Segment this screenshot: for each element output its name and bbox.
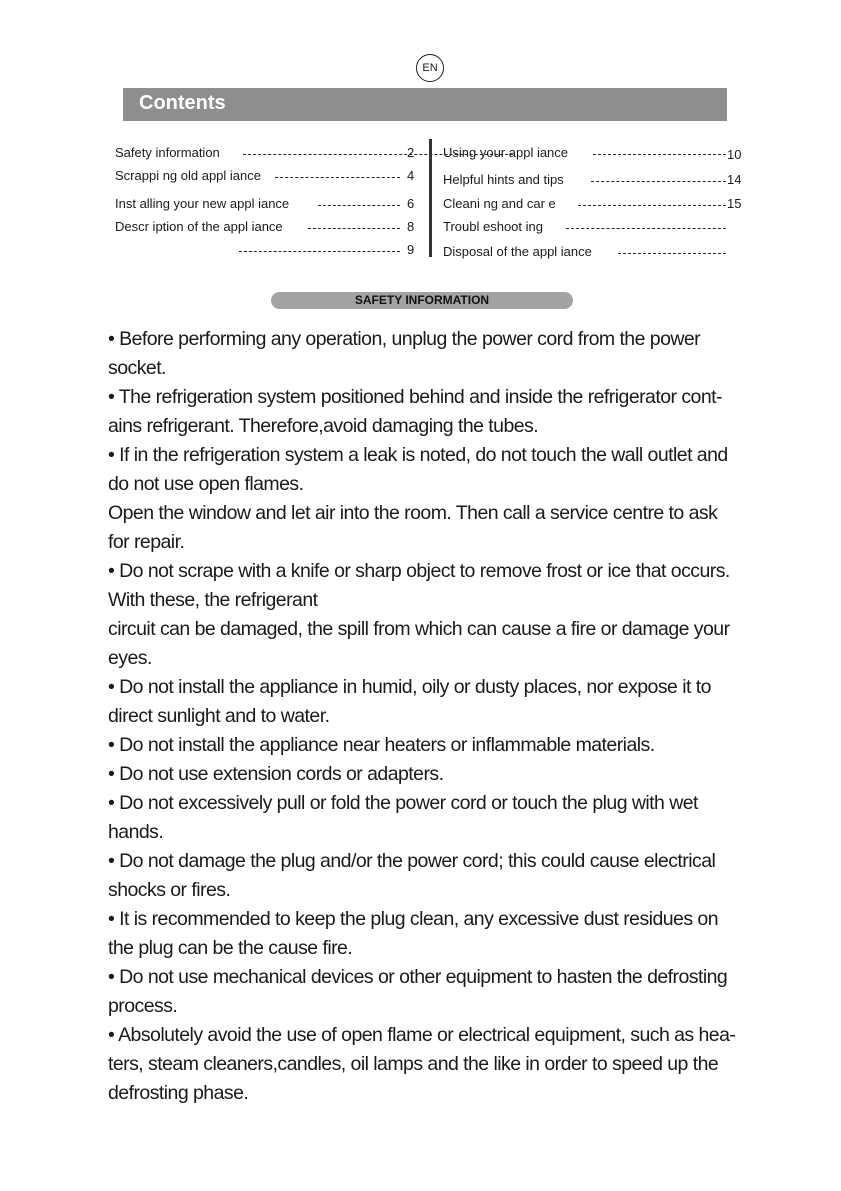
body-text-line: • Do not excessively pull or fold the power cord or touch the plug with wet [108, 792, 698, 814]
toc-entry-page: 14 [727, 172, 742, 187]
toc-entry-title: Troubl eshoot ing [443, 219, 543, 234]
toc-entry-page: 15 [727, 196, 742, 211]
language-badge: EN [416, 54, 444, 82]
body-text-line: • Before performing any operation, unplug the power cord from the power [108, 328, 701, 350]
toc-column-divider [429, 139, 432, 257]
toc-entry-title: Descr iption of the appl iance [115, 219, 283, 234]
body-text-line: circuit can be damaged, the spill from which can cause a fire or damage your [108, 618, 730, 640]
toc-entry-safety-information[interactable] [115, 145, 415, 161]
toc-entry-page: 6 [407, 196, 415, 211]
toc-entry-installing-new-appliance[interactable] [115, 196, 415, 212]
toc-entry-title: Cleani ng and car e [443, 196, 556, 211]
body-text-line: • Do not install the appliance in humid, oily or dusty places, nor expose it to [108, 676, 711, 698]
contents-header-bar [123, 88, 727, 121]
toc-entry-title: Scrappi ng old appl iance [115, 168, 261, 183]
body-text-line: socket. [108, 357, 166, 379]
toc-entry-cleaning-and-care[interactable] [443, 196, 742, 212]
body-text-line: • If in the refrigeration system a leak is noted, do not touch the wall outlet and [108, 444, 728, 466]
toc-entry-disposal-of-appliance[interactable] [443, 244, 592, 260]
toc-entry-title: Using your appl iance [443, 145, 569, 160]
safety-information-body [108, 325, 768, 1108]
body-text-line: ters, steam cleaners,candles, oil lamps and the like in order to speed up the [108, 1053, 719, 1075]
toc-dot-leader [618, 253, 726, 254]
body-text-line: process. [108, 995, 178, 1017]
toc-entry-title: Helpful hints and tips [443, 172, 564, 187]
body-text-line: • It is recommended to keep the plug clean, any excessive dust residues on [108, 908, 718, 930]
toc-dot-leader [275, 177, 400, 178]
body-text-line: • Do not damage the plug and/or the power cord; this could cause electrical [108, 850, 716, 872]
section-title-pill [271, 292, 573, 309]
toc-entry-title: Inst alling your new appl iance [115, 196, 290, 211]
toc-entry-page: 4 [407, 168, 415, 183]
body-text-line: the plug can be the cause fire. [108, 937, 353, 959]
body-text-line: direct sunlight and to water. [108, 705, 330, 727]
toc-dot-leader [566, 228, 726, 229]
toc-entry-using-your-appliance[interactable] [443, 145, 742, 162]
toc-dot-leader [308, 228, 400, 229]
body-text-line: • The refrigeration system positioned behind and inside the refrigerator cont- [108, 386, 722, 408]
toc-dot-leader [591, 181, 726, 182]
body-text-line: • Do not use mechanical devices or other equipment to hasten the defrosting [108, 966, 728, 988]
toc-entry-description-of-appliance[interactable] [115, 219, 415, 235]
section-title: SAFETY INFORMATION [354, 293, 490, 307]
body-text-line: defrosting phase. [108, 1082, 249, 1104]
toc-entry-page: 10 [727, 147, 742, 162]
body-text-line: Open the window and let air into the room. Then call a service centre to ask [108, 502, 718, 524]
toc-entry-scrapping-old-appliance[interactable] [115, 168, 415, 184]
body-text-line: eyes. [108, 647, 152, 669]
toc-entry-page: 8 [407, 219, 415, 234]
body-text-line: • Do not install the appliance near heaters or inflammable materials. [108, 734, 655, 756]
toc-dot-leader [318, 205, 400, 206]
body-text-line: do not use open flames. [108, 473, 304, 495]
body-text-line: shocks or fires. [108, 879, 231, 901]
toc-dot-leader [239, 251, 400, 252]
toc-entry-page: 9 [407, 242, 415, 257]
body-text-line: • Absolutely avoid the use of open flame or electrical equipment, such as hea- [108, 1024, 736, 1046]
body-text-line: • Do not scrape with a knife or sharp object to remove frost or ice that occurs. [108, 560, 730, 582]
body-text-line: hands. [108, 821, 164, 843]
body-text-line: ains refrigerant. Therefore,avoid damaging the tubes. [108, 415, 539, 437]
toc-dot-leader [578, 205, 726, 206]
body-text-line: With these, the refrigerant [108, 589, 318, 611]
contents-title: Contents [139, 92, 226, 114]
toc-entry-troubleshooting[interactable] [443, 219, 543, 235]
toc-entry-helpful-hints[interactable] [443, 172, 742, 188]
toc-dot-leader [593, 154, 726, 155]
body-text-line: • Do not use extension cords or adapters. [108, 763, 444, 785]
toc-entry-page: 2 [407, 145, 415, 160]
toc-entry-title: Safety information [115, 145, 220, 160]
toc-entry-title: Disposal of the appl iance [443, 244, 592, 259]
body-text-line: for repair. [108, 531, 185, 553]
